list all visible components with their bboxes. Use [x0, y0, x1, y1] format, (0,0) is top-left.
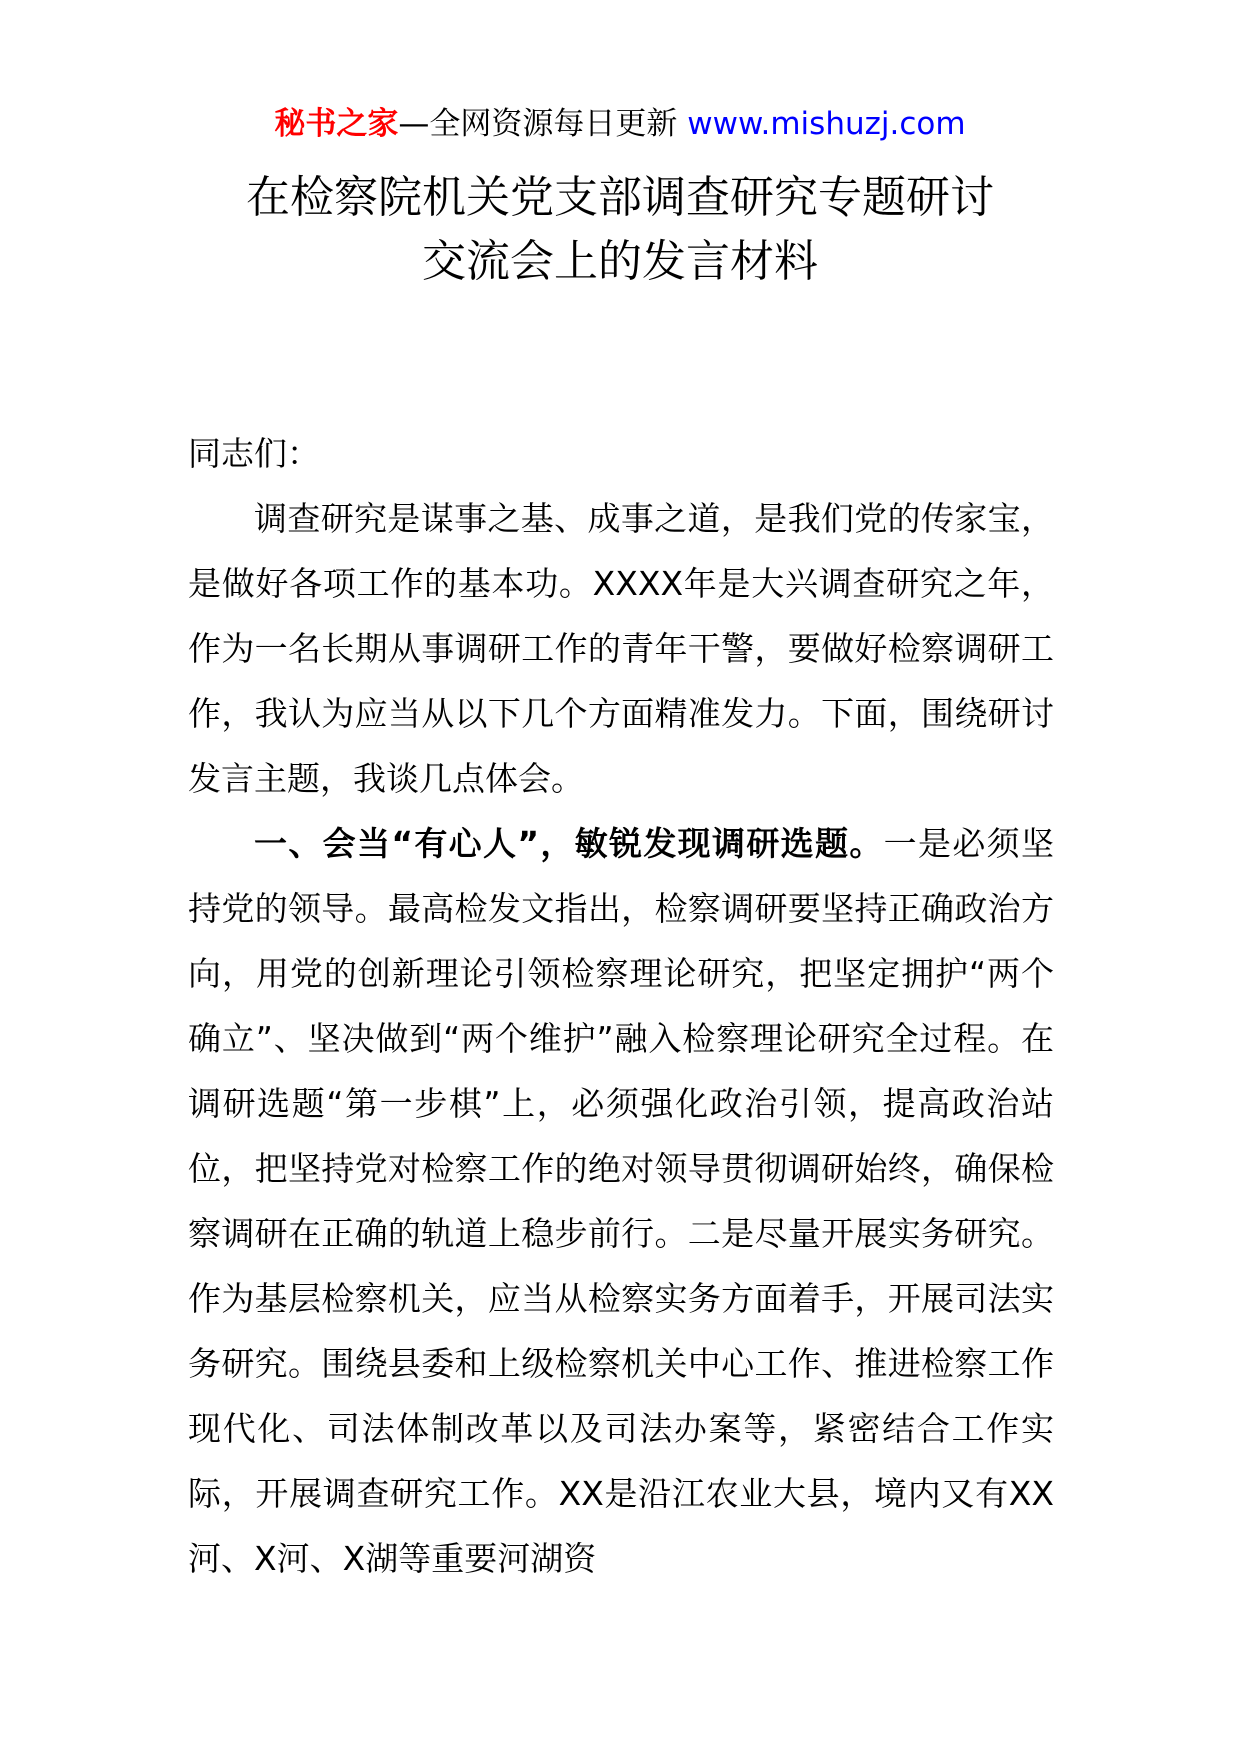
paragraph-section-one	[188, 811, 1054, 1591]
title-line-1: 在检察院机关党支部调查研究专题研讨	[246, 172, 994, 223]
site-header	[0, 104, 1240, 144]
section-one-heading: 一、会当“有心人”，敏锐发现调研选题。	[254, 824, 884, 863]
document-body	[188, 421, 1054, 1591]
section-one-text: 一是必须坚持党的领导。最高检发文指出，检察调研要坚持正确政治方向，用党的创新理论引领检察理论研究，把坚定拥护“两个确立”、坚决做到“两个维护”融入检察理论研究全过程。在调研选题“第一步棋”上，必须强化政治引领，提高政治站位，把坚持党对检察工作的绝对领导贯彻调研始终，确保检察调研在正确的轨道上稳步前行。二是尽量开展实务研究。作为基层检察机关，应当从检察实务方面着手，开展司法实务研究。围绕县委和上级检察机关中心工作、推进检察工作现代化、司法体制改革以及司法办案等，紧密结合工作实际，开展调查研究工作。XX是沿江农业大县，境内又有XX河、X河、X湖等重要河湖资	[188, 824, 1054, 1578]
header-tagline: —全网资源每日更新	[398, 106, 688, 142]
brand-name: 秘书之家	[274, 106, 399, 142]
paragraph-intro: 调查研究是谋事之基、成事之道，是我们党的传家宝，是做好各项工作的基本功。XXXX年是大兴调查研究之年，作为一名长期从事调研工作的青年干警，要做好检察调研工作，我认为应当从以下几个方面精准发力。下面，围绕研讨发言主题，我谈几点体会。	[188, 499, 1054, 798]
site-url-link[interactable]: www.mishuzj.com	[687, 106, 966, 142]
salutation: 同志们：	[188, 434, 320, 473]
document-title	[0, 166, 1240, 294]
title-line-2: 交流会上的发言材料	[422, 236, 818, 287]
